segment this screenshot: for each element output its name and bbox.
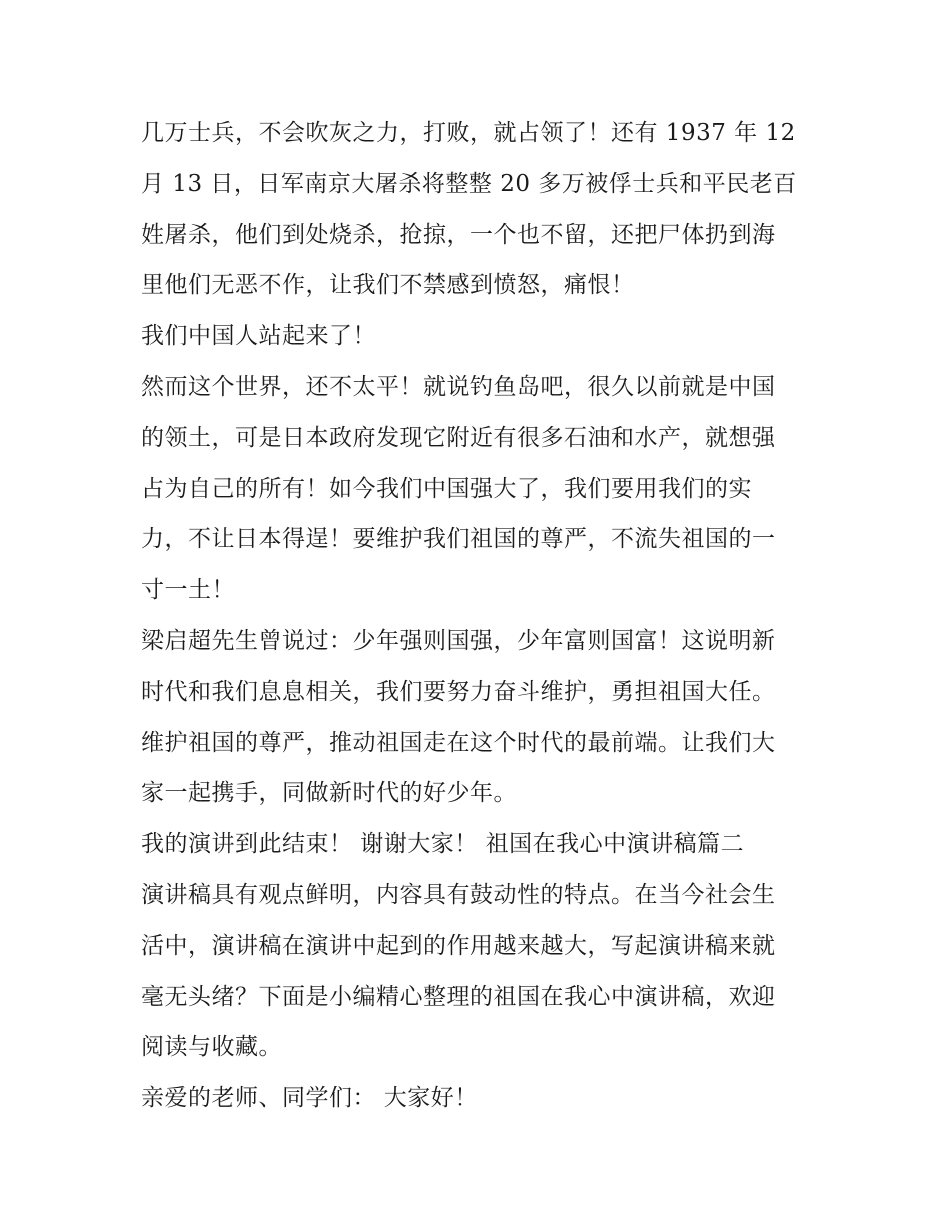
text-line: 月 13 日，日军南京大屠杀将整整 20 多万被俘士兵和平民老百 bbox=[141, 170, 797, 197]
document-body bbox=[141, 108, 821, 1124]
text-line: 几万士兵，不会吹灰之力，打败，就占领了！还有 1937 年 12 bbox=[141, 120, 796, 146]
text-line: 家一起携手，同做新时代的好少年。 bbox=[141, 780, 517, 807]
text-line: 的领土，可是日本政府发现它附近有很多石油和水产，就想强 bbox=[141, 424, 776, 451]
text-line: 寸一土！ bbox=[141, 577, 235, 604]
text-line: 维护祖国的尊严，推动祖国走在这个时代的最前端。让我们大 bbox=[141, 729, 776, 756]
text-line: 阅读与收藏。 bbox=[141, 1034, 282, 1061]
text-line: 亲爱的老师、同学们： 大家好！ bbox=[141, 1085, 478, 1112]
text-line: 梁启超先生曾说过：少年强则国强，少年富则国富！这说明新 bbox=[141, 627, 776, 654]
text-line: 我的演讲到此结束！ 谢谢大家！ 祖国在我心中演讲稿篇二 bbox=[141, 831, 745, 858]
text-line: 占为自己的所有！如今我们中国强大了，我们要用我们的实 bbox=[141, 475, 752, 502]
text-line: 我们中国人站起来了！ bbox=[141, 323, 376, 350]
text-line: 毫无头绪？下面是小编精心整理的祖国在我心中演讲稿，欢迎 bbox=[141, 983, 776, 1010]
text-line: 然而这个世界，还不太平！就说钓鱼岛吧，很久以前就是中国 bbox=[141, 373, 776, 400]
text-line: 时代和我们息息相关，我们要努力奋斗维护，勇担祖国大任。 bbox=[141, 678, 776, 705]
text-line: 演讲稿具有观点鲜明，内容具有鼓动性的特点。在当今社会生 bbox=[141, 881, 776, 908]
text-line: 姓屠杀，他们到处烧杀，抢掠，一个也不留，还把尸体扔到海 bbox=[141, 221, 776, 248]
text-line: 活中，演讲稿在演讲中起到的作用越来越大，写起演讲稿来就 bbox=[141, 932, 776, 959]
text-line: 力，不让日本得逞！要维护我们祖国的尊严，不流失祖国的一 bbox=[141, 526, 776, 553]
text-line: 里他们无恶不作，让我们不禁感到愤怒，痛恨！ bbox=[141, 272, 635, 299]
